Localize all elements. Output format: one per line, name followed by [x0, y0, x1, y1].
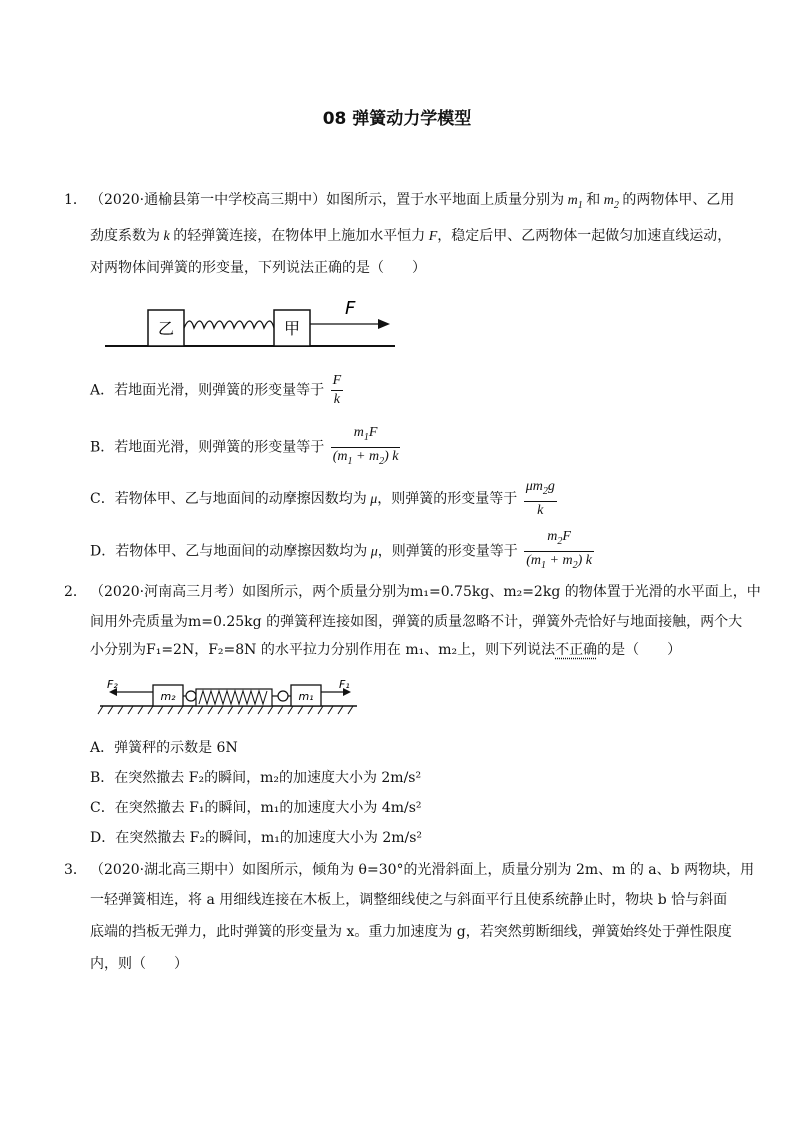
q3-line4: 内，则（ ）	[90, 956, 188, 972]
q2-line1: （2020·河南高三月考）如图所示，两个质量分别为m₁=0.75kg、m₂=2kg 的物体置于光滑的水平面上，中	[90, 584, 761, 600]
q2-f2-label: F₂	[107, 678, 118, 691]
q3-number: 3．	[64, 862, 87, 878]
q3-line2: 一轻弹簧相连，将 a 用细线连接在木板上，调整细线使之与斜面平行且使系统静止时，物块 b 恰与斜面	[90, 892, 728, 908]
q2-number: 2．	[64, 584, 87, 600]
q2-option-d: D．在突然撤去 F₂的瞬间，m₁的加速度大小为 2m/s²	[90, 830, 423, 846]
q2-line2: 间用外壳质量为m=0.25kg 的弹簧秤连接如图，弹簧的质量忽略不计，弹簧外壳恰好与地面接触，两个大	[90, 614, 743, 630]
q1-figure	[100, 292, 400, 352]
q3-line1: （2020·湖北高三期中）如图所示，倾角为 θ=30°的光滑斜面上，质量分别为 2m、m 的 a、b 两物块，用	[90, 862, 755, 878]
q2-option-b: B．在突然撤去 F₂的瞬间，m₂的加速度大小为 2m/s²	[90, 770, 422, 786]
q2-m1-label: m₁	[298, 690, 314, 703]
page-title: 08 弹簧动力学模型	[322, 109, 472, 129]
q2-f1-label: F₁	[339, 678, 350, 691]
q1-line1: （2020·通榆县第一中学校高三期中）如图所示，置于水平地面上质量分别为 $m_1$ 和 $m_2$ 的两物体甲、乙用	[90, 192, 735, 211]
q1-option-a: A．若地面光滑，则弹簧的形变量等于 $\frac{F}{k}$	[90, 373, 342, 407]
q1-force-label: F	[345, 298, 356, 319]
q1-option-c: C．若物体甲、乙与地面间的动摩擦因数均为 μ，则弹簧的形变量等于 $\frac{\mu m_2g}{k}$	[90, 479, 555, 518]
q1-block-jia: 甲	[283, 319, 301, 338]
q1-block-yi: 乙	[157, 319, 175, 338]
q1-number: 1．	[64, 192, 87, 208]
q2-m2-label: m₂	[160, 690, 176, 703]
q2-option-c: C．在突然撤去 F₁的瞬间，m₁的加速度大小为 4m/s²	[90, 800, 422, 816]
q2-line3: 小分别为F₁=2N，F₂=8N 的水平拉力分别作用在 m₁、m₂上，则下列说法不正确的是（ ）	[90, 642, 682, 658]
q1-line3: 对两物体间弹簧的形变量，下列说法正确的是（ ）	[90, 260, 426, 276]
q1-line2: 劲度系数为 k 的轻弹簧连接，在物体甲上施加水平恒力 F，稳定后甲、乙两物体一起做匀加速直线运动，	[90, 228, 732, 244]
q2-figure	[95, 676, 365, 718]
q1-option-b: B．若地面光滑，则弹簧的形变量等于 $\frac{m_1F}{(m_1 + m_2) k}$	[90, 424, 400, 471]
q2-option-a: A．弹簧秤的示数是 6N	[90, 740, 238, 756]
q3-line3: 底端的挡板无弹力，此时弹簧的形变量为 x。重力加速度为 g，若突然剪断细线，弹簧始终处于弹性限度	[90, 924, 732, 940]
q1-option-d: D．若物体甲、乙与地面间的动摩擦因数均为 μ，则弹簧的形变量等于 $\frac{m_2F}{(m_1 + m_2) k}$	[90, 528, 594, 575]
